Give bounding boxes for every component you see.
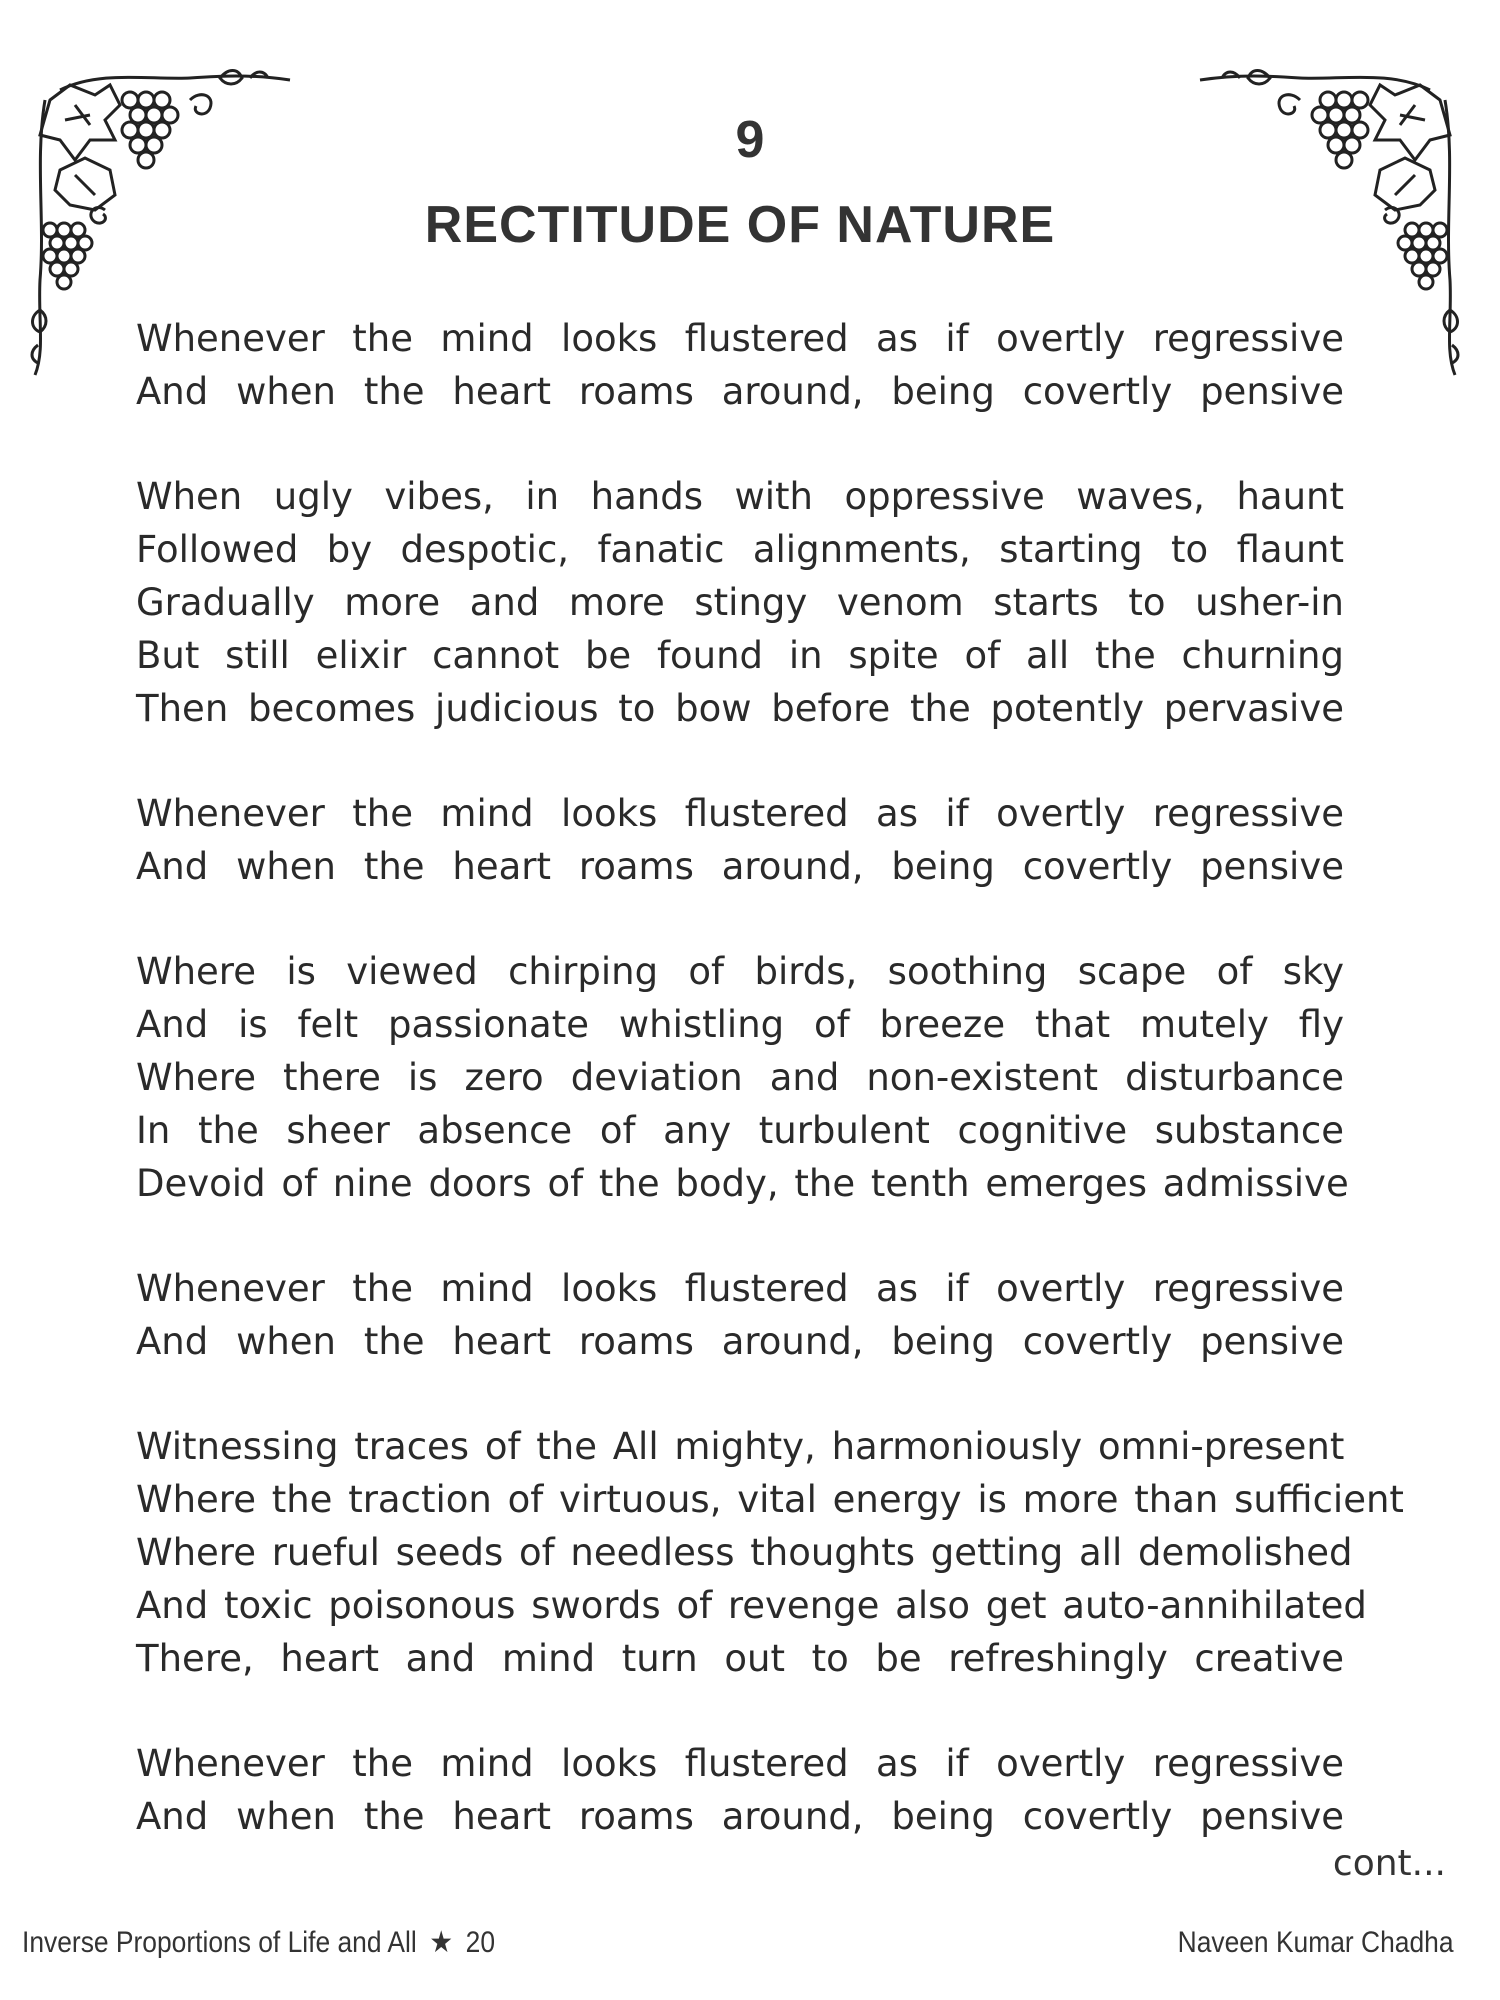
book-title: Inverse Proportions of Life and All xyxy=(22,1926,417,1959)
star-icon: ★ xyxy=(429,1926,454,1959)
poem-line: Where there is zero deviation and non-existent disturbance xyxy=(136,1056,1344,1099)
poem-line: And when the heart roams around, being covertly pensive xyxy=(136,1320,1344,1363)
poem-line: There, heart and mind turn out to be refreshingly creative xyxy=(136,1637,1344,1680)
continuation-marker: cont... xyxy=(1332,1843,1446,1884)
poem-line: But still elixir cannot be found in spite of all the churning xyxy=(136,634,1344,677)
stanza xyxy=(136,945,1349,1210)
poem-number: 9 xyxy=(735,111,765,169)
poem-line: And toxic poisonous swords of revenge also get auto-annihilated xyxy=(136,1584,1367,1627)
poem-line: Where the traction of virtuous, vital energy is more than sufficient xyxy=(136,1478,1404,1521)
poem-line: Whenever the mind looks flustered as if overtly regressive xyxy=(136,792,1344,835)
footer-author: Naveen Kumar Chadha xyxy=(1178,1926,1454,1959)
poem-line: And is felt passionate whistling of breeze that mutely fly xyxy=(136,1003,1344,1046)
page-number: 20 xyxy=(465,1926,496,1959)
poem-line: Followed by despotic, fanatic alignments, starting to flaunt xyxy=(136,528,1344,571)
poem-line: When ugly vibes, in hands with oppressive waves, haunt xyxy=(136,475,1344,518)
poem-line: And when the heart roams around, being covertly pensive xyxy=(136,1795,1344,1838)
poem-line: Then becomes judicious to bow before the potently pervasive xyxy=(136,687,1344,730)
page-title: RECTITUDE OF NATURE xyxy=(424,196,1056,254)
poem-line: Where is viewed chirping of birds, soothing scape of sky xyxy=(136,950,1344,993)
stanza-refrain xyxy=(136,787,1344,893)
poem-line: In the sheer absence of any turbulent cognitive substance xyxy=(136,1109,1344,1152)
stanza xyxy=(136,1420,1404,1685)
poem-line: And when the heart roams around, being covertly pensive xyxy=(136,370,1344,413)
poem-line: Gradually more and more stingy venom starts to usher-in xyxy=(136,581,1344,624)
poem-line: Whenever the mind looks flustered as if overtly regressive xyxy=(136,1742,1344,1785)
stanza-refrain xyxy=(136,1262,1344,1368)
poem-line: Where rueful seeds of needless thoughts getting all demolished xyxy=(136,1531,1353,1574)
poem-line: And when the heart roams around, being covertly pensive xyxy=(136,845,1344,888)
poem-line: Devoid of nine doors of the body, the tenth emerges admissive xyxy=(136,1162,1349,1205)
poem-line: Whenever the mind looks flustered as if overtly regressive xyxy=(136,1267,1344,1310)
poem-line: Witnessing traces of the All mighty, harmoniously omni-present xyxy=(136,1425,1345,1468)
stanza-refrain xyxy=(136,1737,1344,1843)
stanza xyxy=(136,470,1344,735)
footer-book-info xyxy=(22,1925,495,1960)
stanza-refrain xyxy=(136,312,1344,418)
poem-line: Whenever the mind looks flustered as if overtly regressive xyxy=(136,317,1344,360)
